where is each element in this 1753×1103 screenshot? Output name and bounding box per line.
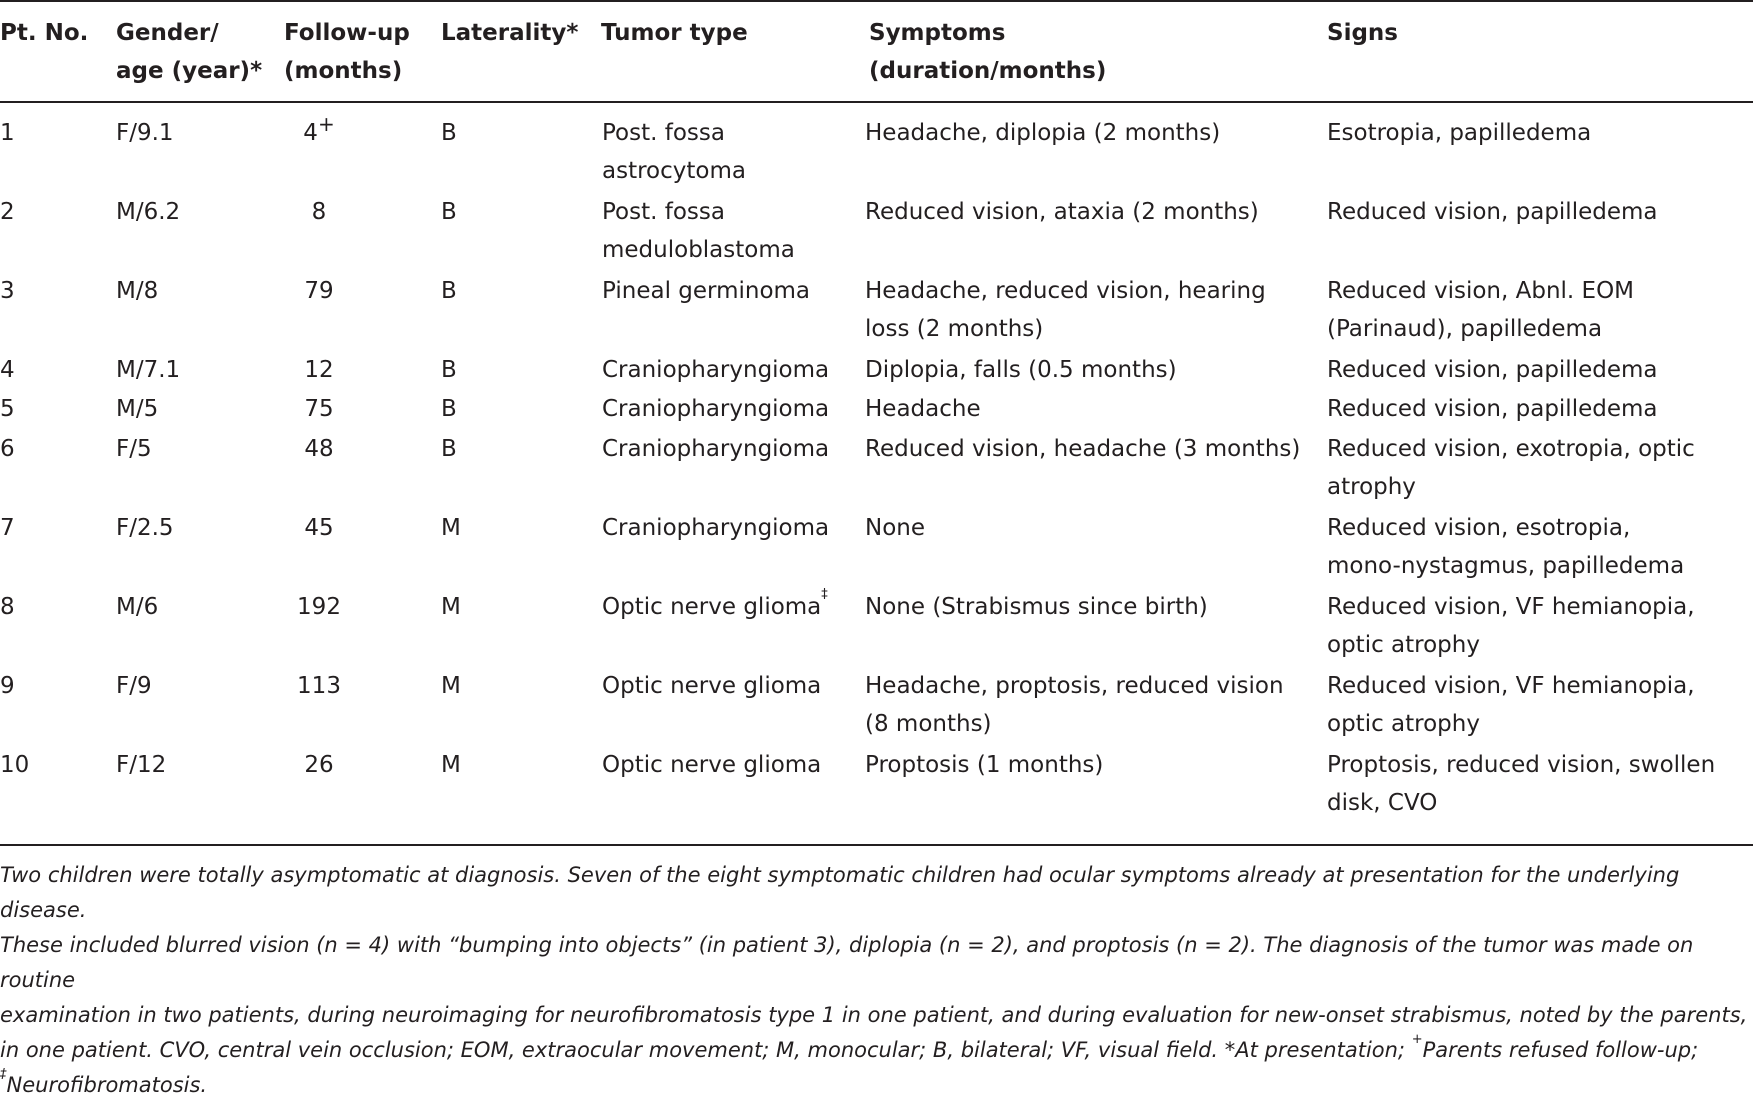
cell-signs-line2: (Parinaud), papilledema (1327, 316, 1603, 342)
followup-value: 12 (304, 357, 334, 383)
cell-symptoms (865, 114, 1220, 152)
footnote-line-3: examination in two patients, during neuroimaging for neurofibromatosis type 1 in one patient, and during evaluation for new-onset strabismus, noted by the parents, (0, 1003, 1748, 1027)
cell-signs-text: Proptosis, reduced vision, swollen (1327, 752, 1716, 778)
cell-tumor-type (602, 746, 821, 784)
cell-signs (1327, 667, 1695, 743)
cell-signs-text: Reduced vision, esotropia, (1327, 515, 1631, 541)
cell-followup (284, 588, 354, 626)
cell-symptoms-line1 (865, 272, 1266, 310)
cell-signs (1327, 509, 1684, 585)
followup-value: 45 (304, 515, 334, 541)
top-rule (0, 0, 1753, 2)
cell-tumor-type (602, 667, 821, 705)
cell-symptoms-line1 (865, 351, 1177, 389)
header-laterality: Laterality* (441, 20, 579, 46)
followup-value: 8 (311, 199, 327, 225)
cell-laterality: M (441, 515, 461, 541)
cell-signs-line1 (1327, 351, 1658, 389)
cell-gender-age: M/8 (116, 278, 159, 304)
header-gender-age-line1: Gender/ (116, 20, 219, 46)
followup-value: 79 (304, 278, 334, 304)
cell-tumor-type-text: Craniopharyngioma (602, 436, 830, 462)
cell-signs-line2: atrophy (1327, 474, 1416, 500)
cell-signs-line1 (1327, 390, 1658, 428)
cell-symptoms (865, 588, 1208, 626)
cell-laterality: B (441, 199, 457, 225)
cell-tumor-type-line2: astrocytoma (602, 158, 746, 184)
cell-laterality: B (441, 278, 457, 304)
cell-signs (1327, 588, 1695, 664)
cell-pt-no: 3 (0, 278, 15, 304)
header-gender-age (116, 14, 262, 90)
footnote (0, 858, 1753, 1103)
cell-signs (1327, 272, 1634, 348)
cell-symptoms-line1 (865, 746, 1103, 784)
cell-signs-line2: optic atrophy (1327, 632, 1480, 658)
cell-signs (1327, 430, 1695, 506)
cell-gender-age: M/5 (116, 396, 159, 422)
followup-value: 26 (304, 752, 334, 778)
cell-signs-line1 (1327, 667, 1695, 705)
cell-symptoms-text: None (Strabismus since birth) (865, 594, 1208, 620)
header-followup (284, 14, 410, 90)
footnote-line-2: These included blurred vision (n = 4) with “bumping into objects” (in patient 3), diplopia (n = 2), and proptosis (n = 2). The diagnosis of the tumor was made on routine (0, 933, 1694, 992)
cell-symptoms (865, 509, 925, 547)
cell-pt-no: 9 (0, 673, 15, 699)
cell-signs (1327, 390, 1658, 428)
cell-signs (1327, 351, 1658, 389)
cell-followup (284, 667, 354, 705)
footnote-line-1: Two children were totally asymptomatic at diagnosis. Seven of the eight symptomatic children had ocular symptoms already at presentation for the underlying disease. (0, 863, 1680, 922)
cell-symptoms-text: Headache, reduced vision, hearing (865, 278, 1266, 304)
cell-gender-age: F/9 (116, 673, 152, 699)
cell-pt-no: 6 (0, 436, 15, 462)
cell-symptoms-line2: loss (2 months) (865, 316, 1044, 342)
cell-pt-no: 7 (0, 515, 15, 541)
cell-signs-line1 (1327, 746, 1715, 784)
cell-tumor-type-text: Craniopharyngioma (602, 357, 830, 383)
cell-signs-line2: disk, CVO (1327, 790, 1438, 816)
cell-signs-line2: optic atrophy (1327, 711, 1480, 737)
cell-symptoms-line1 (865, 193, 1259, 231)
cell-symptoms-text: Headache, diplopia (2 months) (865, 120, 1221, 146)
header-signs: Signs (1327, 20, 1398, 46)
cell-laterality: B (441, 357, 457, 383)
followup-value: 192 (297, 594, 341, 620)
cell-signs-line1 (1327, 509, 1684, 547)
followup-value: 75 (304, 396, 334, 422)
cell-tumor-type-line1 (602, 430, 829, 468)
cell-symptoms (865, 351, 1177, 389)
cell-followup (284, 746, 354, 784)
cell-followup (284, 272, 354, 310)
cell-symptoms-line1 (865, 390, 981, 428)
cell-tumor-type-line1 (602, 351, 829, 389)
cell-tumor-type (602, 114, 746, 190)
cell-pt-no: 4 (0, 357, 15, 383)
cell-followup (284, 114, 354, 152)
cell-tumor-type-text: Craniopharyngioma (602, 396, 830, 422)
cell-symptoms (865, 667, 1284, 743)
cell-followup (284, 509, 354, 547)
cell-symptoms-text: Reduced vision, ataxia (2 months) (865, 199, 1259, 225)
cell-tumor-type (602, 390, 829, 428)
cell-tumor-type-line2: meduloblastoma (602, 237, 795, 263)
cell-tumor-type-text: Post. fossa (602, 120, 725, 146)
cell-tumor-type-line1 (602, 588, 828, 626)
cell-tumor-type (602, 509, 829, 547)
footnote-dagger-mark: ‡ (0, 1067, 7, 1082)
cell-tumor-type-text: Pineal germinoma (602, 278, 811, 304)
cell-tumor-type (602, 588, 828, 626)
cell-pt-no: 8 (0, 594, 15, 620)
cell-laterality: B (441, 396, 457, 422)
header-symptoms (869, 14, 1106, 90)
cell-tumor-type (602, 430, 829, 468)
cell-signs-line1 (1327, 430, 1695, 468)
footnote-line-5-text: Neurofibromatosis. (6, 1073, 208, 1097)
cell-tumor-type-text: Post. fossa (602, 199, 725, 225)
header-rule (0, 101, 1753, 103)
cell-symptoms (865, 390, 981, 428)
cell-symptoms-line1 (865, 588, 1208, 626)
tumor-type-mark: ‡ (821, 587, 828, 602)
cell-pt-no: 5 (0, 396, 15, 422)
cell-signs-line2: mono-nystagmus, papilledema (1327, 553, 1685, 579)
cell-signs-text: Reduced vision, Abnl. EOM (1327, 278, 1635, 304)
cell-gender-age: M/7.1 (116, 357, 181, 383)
cell-symptoms (865, 430, 1300, 468)
cell-symptoms-text: Diplopia, falls (0.5 months) (865, 357, 1177, 383)
cell-symptoms-line1 (865, 114, 1220, 152)
footnote-line-5 (0, 1068, 1753, 1103)
header-gender-age-line2: age (year)* (116, 58, 263, 84)
cell-tumor-type-line1 (602, 114, 746, 152)
cell-tumor-type (602, 272, 810, 310)
cell-signs-text: Reduced vision, papilledema (1327, 396, 1658, 422)
cell-laterality: M (441, 594, 461, 620)
cell-signs-text: Reduced vision, exotropia, optic (1327, 436, 1695, 462)
cell-symptoms-line1 (865, 509, 925, 547)
cell-symptoms (865, 272, 1266, 348)
cell-symptoms (865, 193, 1259, 231)
cell-tumor-type-line1 (602, 746, 821, 784)
cell-signs-text: Reduced vision, VF hemianopia, (1327, 594, 1695, 620)
cell-tumor-type-line1 (602, 390, 829, 428)
header-pt-no: Pt. No. (0, 20, 89, 46)
cell-tumor-type (602, 351, 829, 389)
followup-value: 113 (297, 673, 341, 699)
bottom-rule (0, 844, 1753, 846)
cell-tumor-type-text: Optic nerve glioma (602, 752, 822, 778)
cell-symptoms-text: None (865, 515, 926, 541)
cell-symptoms-text: Proptosis (1 months) (865, 752, 1104, 778)
cell-signs (1327, 114, 1591, 152)
cell-signs (1327, 746, 1715, 822)
header-symptoms-line2: (duration/months) (869, 58, 1107, 84)
cell-signs-line1 (1327, 272, 1634, 310)
followup-value: 48 (304, 436, 334, 462)
cell-laterality: B (441, 120, 457, 146)
cell-tumor-type-text: Craniopharyngioma (602, 515, 830, 541)
footnote-plus-mark: + (1411, 1032, 1423, 1047)
header-tumor-type: Tumor type (601, 20, 748, 46)
cell-tumor-type-line1 (602, 667, 821, 705)
cell-symptoms-text: Headache (865, 396, 981, 422)
cell-signs-text: Reduced vision, papilledema (1327, 199, 1658, 225)
cell-signs-line1 (1327, 588, 1695, 626)
cell-tumor-type-text: Optic nerve glioma (602, 594, 822, 620)
footnote-line-4 (0, 1033, 1753, 1068)
cell-tumor-type-line1 (602, 193, 795, 231)
cell-tumor-type-text: Optic nerve glioma (602, 673, 822, 699)
header-followup-line2: (months) (284, 58, 403, 84)
cell-symptoms-text: Reduced vision, headache (3 months) (865, 436, 1301, 462)
header-symptoms-line1: Symptoms (869, 20, 1006, 46)
cell-followup (284, 390, 354, 428)
cell-gender-age: F/12 (116, 752, 167, 778)
cell-followup (284, 351, 354, 389)
footnote-line-4-text: in one patient. CVO, central vein occlusion; EOM, extraocular movement; M, monocular; B, bilateral; VF, visual field. *At presentation; (0, 1038, 1412, 1062)
cell-gender-age: M/6.2 (116, 199, 181, 225)
cell-signs (1327, 193, 1658, 231)
cell-laterality: M (441, 752, 461, 778)
cell-signs-line1 (1327, 114, 1591, 152)
cell-laterality: B (441, 436, 457, 462)
cell-gender-age: F/5 (116, 436, 152, 462)
cell-followup (284, 193, 354, 231)
cell-tumor-type (602, 193, 795, 269)
cell-symptoms-text: Headache, proptosis, reduced vision (865, 673, 1284, 699)
cell-pt-no: 10 (0, 752, 30, 778)
cell-tumor-type-line1 (602, 272, 810, 310)
cell-pt-no: 1 (0, 120, 15, 146)
followup-mark: + (317, 112, 335, 136)
cell-followup (284, 430, 354, 468)
cell-signs-text: Reduced vision, papilledema (1327, 357, 1658, 383)
header-followup-line1: Follow-up (284, 20, 410, 46)
cell-signs-text: Reduced vision, VF hemianopia, (1327, 673, 1695, 699)
cell-tumor-type-line1 (602, 509, 829, 547)
cell-symptoms-line1 (865, 430, 1300, 468)
followup-value: 4 (303, 120, 318, 146)
cell-gender-age: F/2.5 (116, 515, 174, 541)
cell-gender-age: F/9.1 (116, 120, 174, 146)
cell-signs-line1 (1327, 193, 1658, 231)
cell-symptoms (865, 746, 1103, 784)
cell-signs-text: Esotropia, papilledema (1327, 120, 1592, 146)
cell-symptoms-line2: (8 months) (865, 711, 992, 737)
cell-laterality: M (441, 673, 461, 699)
cell-symptoms-line1 (865, 667, 1284, 705)
cell-gender-age: M/6 (116, 594, 159, 620)
cell-pt-no: 2 (0, 199, 15, 225)
footnote-line-4-end: Parents refused follow-up; (1422, 1038, 1699, 1062)
